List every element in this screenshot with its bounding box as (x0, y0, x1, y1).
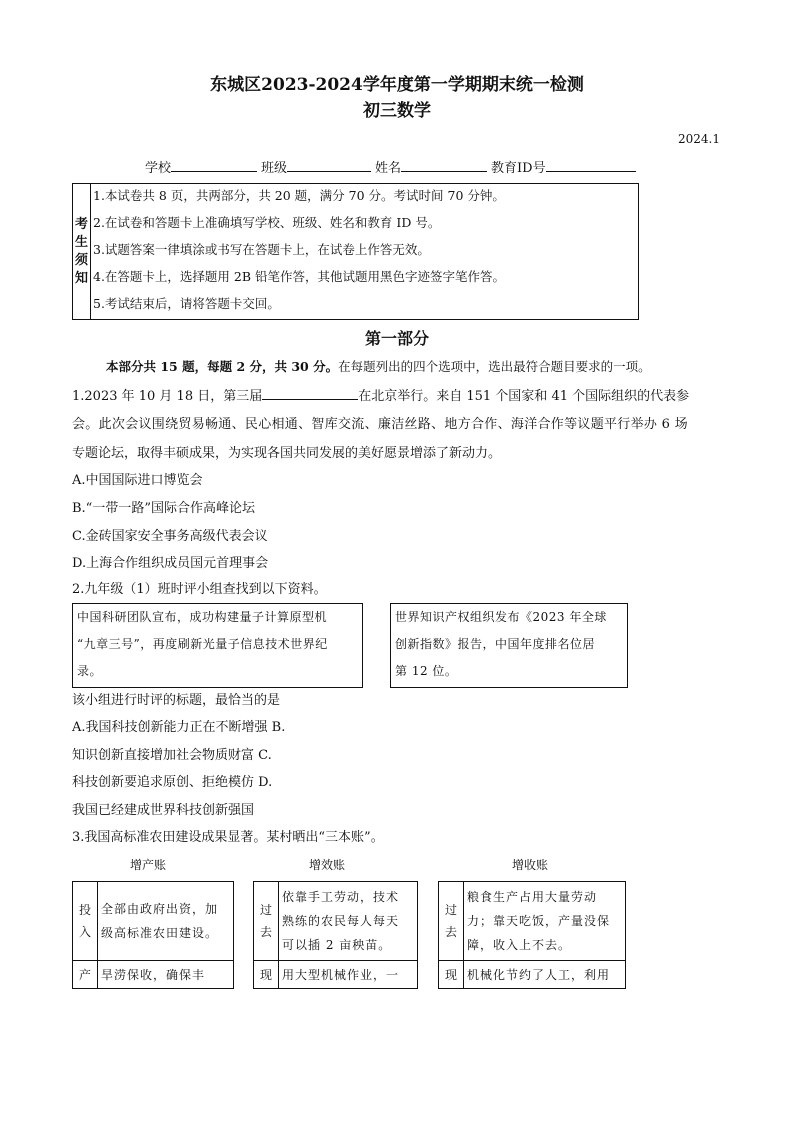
table-income (438, 881, 626, 989)
table-title-output: 增产账 (130, 858, 167, 872)
table-row (439, 961, 626, 989)
row-content: 用大型机械作业，一 (279, 961, 418, 989)
row-content: 粮食生产占用大量劳动 力；靠天吃饭，产量没保 障，收入上不去。 (464, 882, 626, 961)
row-key: 过 去 (439, 882, 464, 961)
q2-option-line[interactable]: A.我国科技创新能力正在不断增强 B. (72, 720, 286, 735)
notice-item: 1.本试卷共 8 页，共两部分，共 20 题，满分 70 分。考试时间 70 分钟。 (93, 188, 505, 203)
exam-notice-box (72, 183, 639, 320)
table-row (254, 961, 418, 989)
notice-item: 4.在答题卡上，选择题用 2B 铅笔作答，其他试题用黑色字迹签字笔作答。 (93, 269, 506, 284)
q2-material-box-2: 世界知识产权组织发布《2023 年全球 创新指数》报告，中国年度排名位居 第 12 位。 (390, 603, 628, 688)
q1-option-c[interactable]: C.金砖国家安全事务高级代表会议 (72, 529, 268, 544)
q1-option-b[interactable]: B.“一带一路”国际合作高峰论坛 (72, 501, 255, 516)
class-blank[interactable] (287, 157, 371, 172)
row-key: 现 (254, 961, 279, 989)
table-title-efficiency: 增效账 (309, 858, 346, 872)
q1-stem-line3: 专题论坛，取得丰硕成果，为实现各国共同发展的美好愿景增添了新动力。 (72, 446, 502, 461)
q1-option-a[interactable]: A.中国国际进口博览会 (72, 473, 203, 488)
name-label: 姓名 (375, 161, 402, 176)
table-efficiency (253, 881, 418, 989)
row-content: 机械化节约了人工，利用 (464, 961, 626, 989)
table-row (439, 882, 626, 961)
q1-answer-blank[interactable] (262, 385, 358, 400)
school-label: 学校 (145, 161, 172, 176)
row-key: 产 (73, 961, 98, 989)
q2-stem: 2.九年级（1）班时评小组查找到以下资料。 (72, 582, 327, 597)
notice-side-label: 考 生 须 知 (73, 184, 91, 319)
class-label: 班级 (261, 161, 288, 176)
subject-title: 初三数学 (363, 101, 431, 121)
row-key: 投 入 (73, 882, 98, 961)
q2-option-line[interactable]: 我国已经建成世界科技创新强国 (72, 803, 255, 818)
exam-date: 2024.1 (678, 132, 720, 146)
q1-option-d[interactable]: D.上海合作组织成员国元首理事会 (72, 556, 269, 571)
row-key: 现 (439, 961, 464, 989)
table-output (72, 881, 234, 989)
notice-item: 2.在试卷和答题卡上准确填写学校、班级、姓名和教育 ID 号。 (93, 215, 441, 230)
notice-item: 3.试题答案一律填涂或书写在答题卡上，在试卷上作答无效。 (93, 242, 430, 257)
row-content: 旱涝保收，确保丰 (98, 961, 234, 989)
exam-title: 东城区2023-2024学年度第一学期期末统一检测 (210, 75, 584, 95)
part1-instructions: 本部分共 15 题，每题 2 分，共 30 分。在每题列出的四个选项中，选出最符合题目要求的一项。 (106, 359, 651, 374)
table-row (73, 882, 234, 961)
row-content: 全部由政府出资，加 级高标准农田建设。 (98, 882, 234, 961)
id-label: 教育ID号 (491, 161, 546, 176)
part1-heading: 第一部分 (364, 329, 429, 348)
q2-material-box-1: 中国科研团队宣布，成功构建量子计算原型机 “九章三号”，再度刷新光量子信息技术世界纪 录。 (72, 603, 363, 688)
q3-stem: 3.我国高标准农田建设成果显著。某村晒出“三本账”。 (72, 830, 384, 845)
q1-stem-line2: 会。此次会议围绕贸易畅通、民心相通、智库交流、廉洁丝路、地方合作、海洋合作等议题平行举办 6 场 (72, 417, 688, 432)
name-blank[interactable] (401, 157, 487, 172)
student-info-row (145, 157, 640, 176)
q2-question: 该小组进行时评的标题，最恰当的是 (72, 693, 281, 708)
row-content: 依靠手工劳动，技术 熟练的农民每人每天 可以插 2 亩秧苗。 (279, 882, 418, 961)
table-title-income: 增收账 (512, 858, 549, 872)
row-key: 过 去 (254, 882, 279, 961)
notice-items (91, 184, 638, 319)
id-blank[interactable] (546, 157, 636, 172)
q2-option-line[interactable]: 知识创新直接增加社会物质财富 C. (72, 748, 272, 763)
table-row (254, 882, 418, 961)
q1-stem-line1: 1.2023 年 10 月 18 日，第三届 在北京举行。来自 151 个国家和 41 个国际组织的代表参 (72, 385, 689, 404)
table-row (73, 961, 234, 989)
school-blank[interactable] (171, 157, 257, 172)
q2-option-line[interactable]: 科技创新要追求原创、拒绝模仿 D. (72, 775, 273, 790)
notice-item: 5.考试结束后，请将答题卡交回。 (93, 296, 280, 311)
